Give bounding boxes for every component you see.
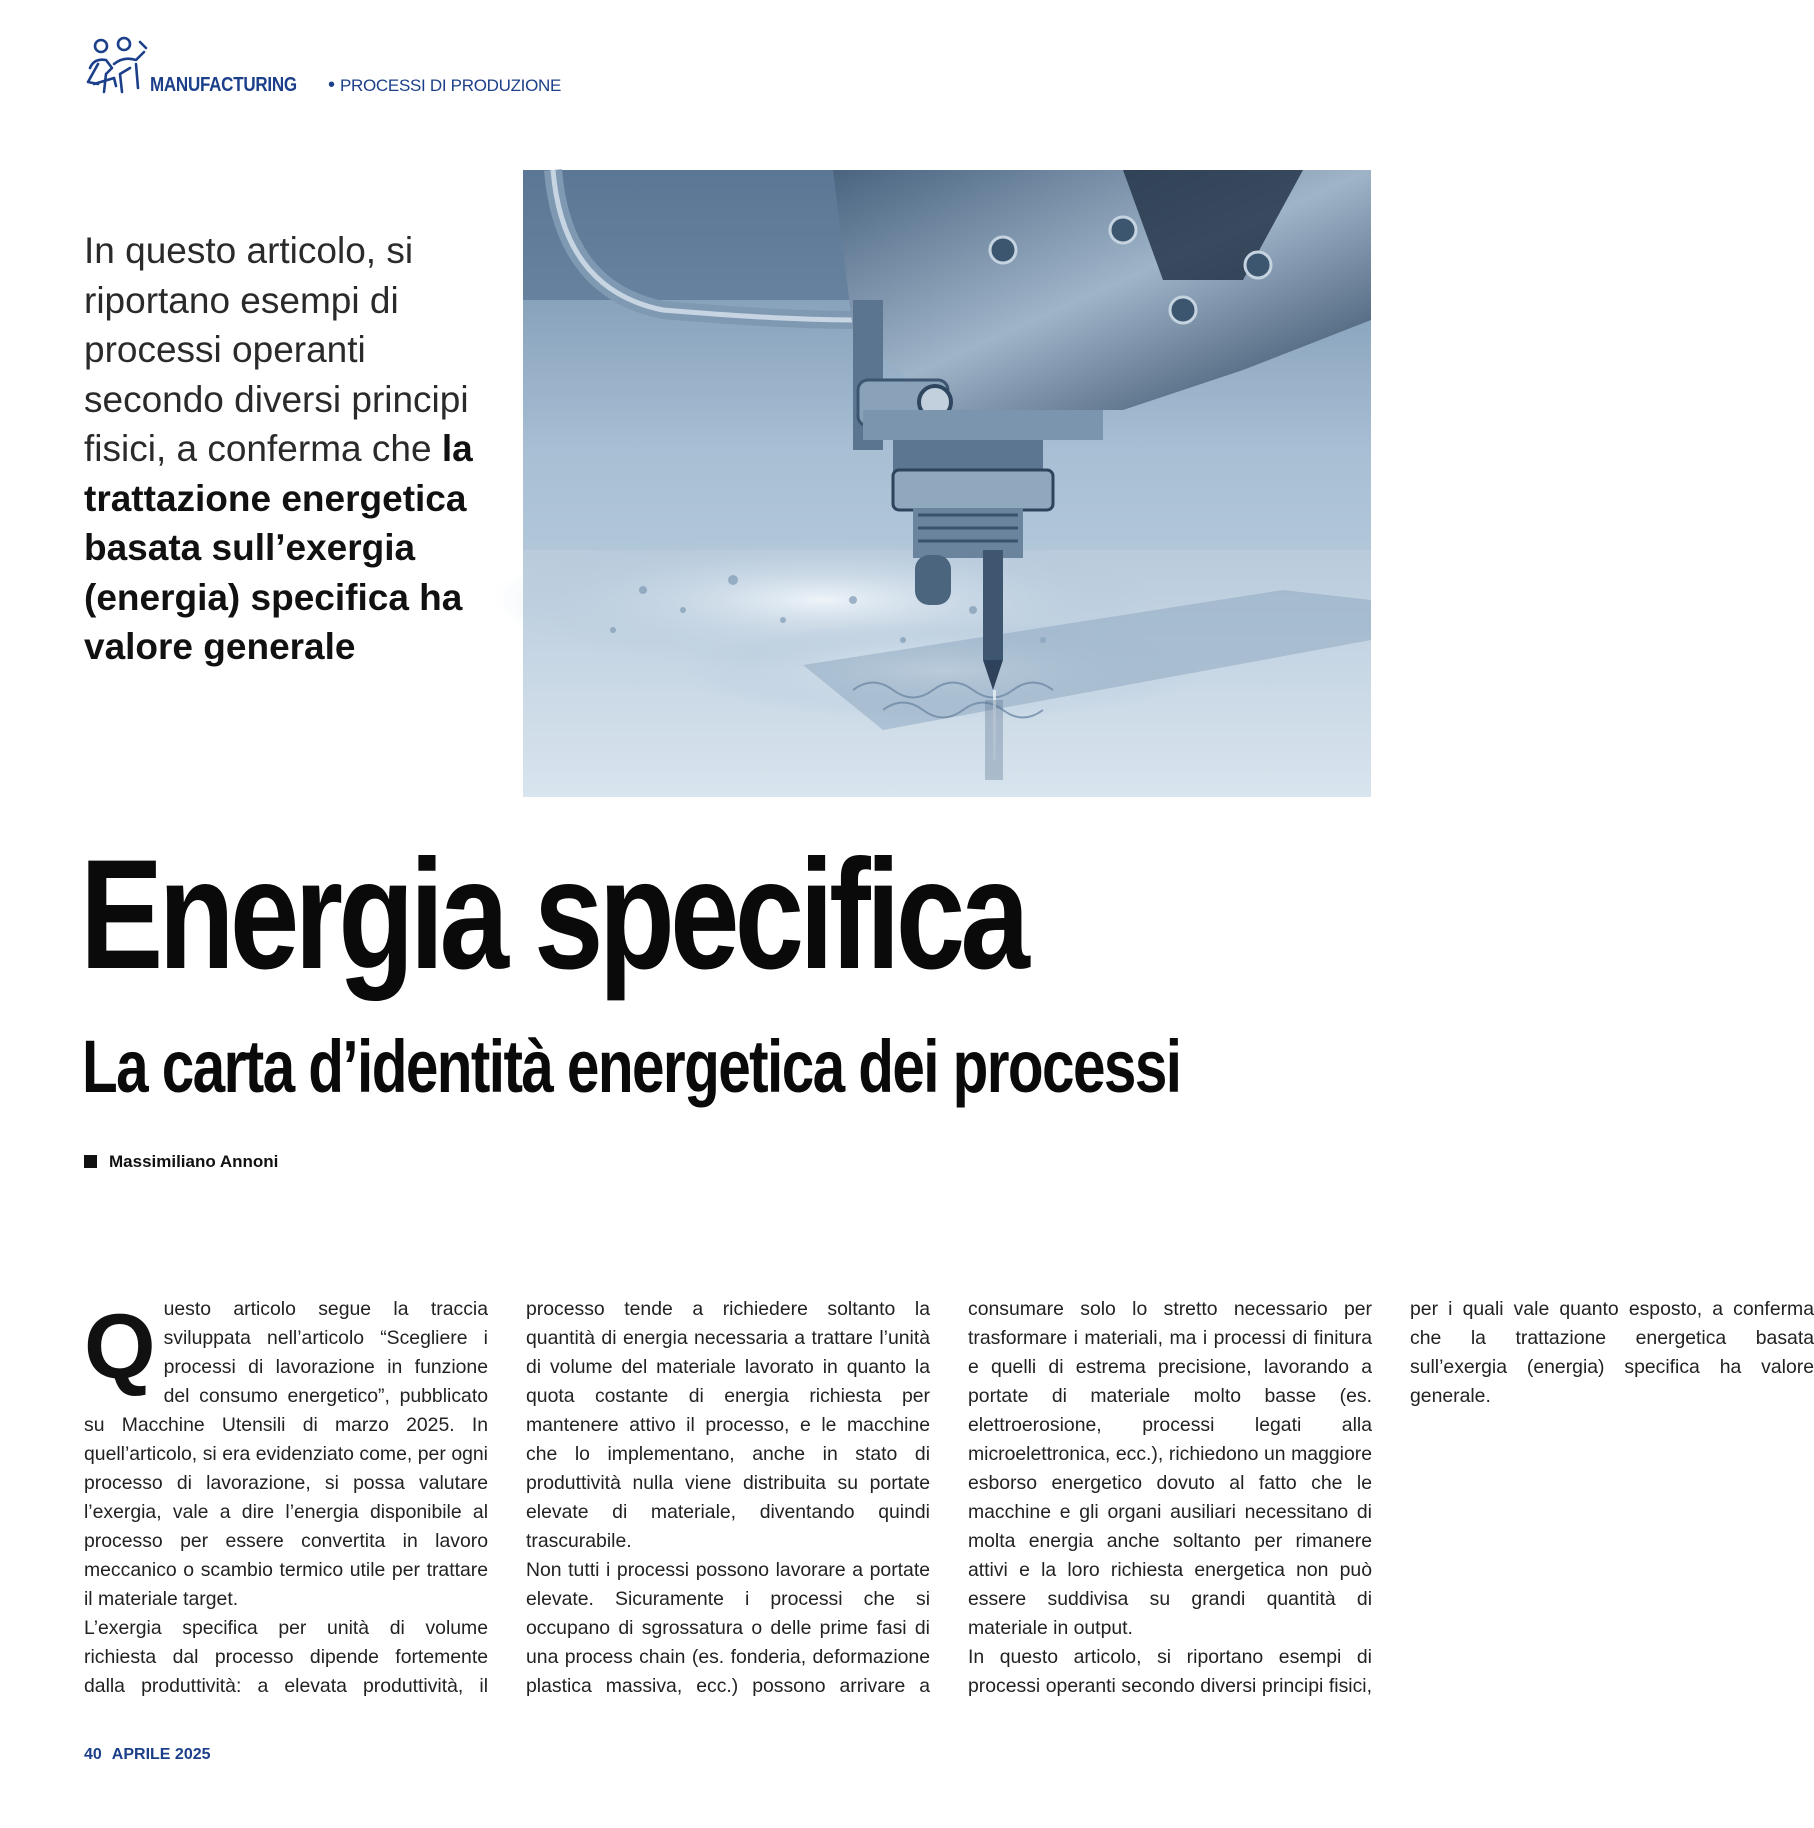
body-paragraph: In questo articolo, si riportano esempi di processi operanti secondo diversi principi fisici, per i quali vale quanto esposto, a conferma che la trattazione energetica basata sull’exergia (energia) specifica ha valore generale. — [968, 1298, 1814, 1697]
lead-light-text: In questo articolo, si riportano esempi di processi operanti secondo diversi principi fisici, a conferma che — [84, 230, 469, 469]
article-title: Energia specifica — [80, 828, 1026, 1002]
article-body — [84, 1295, 1814, 1705]
subsection-name: PROCESSI DI PRODUZIONE — [339, 76, 562, 95]
page-footer — [84, 1746, 211, 1764]
body-paragraph — [84, 1295, 488, 1614]
page-number: 40 — [84, 1746, 102, 1763]
author-byline — [84, 1152, 278, 1172]
section-separator: • — [322, 74, 340, 96]
page-header — [84, 24, 684, 104]
lead-paragraph — [84, 226, 504, 672]
waterjet-cutting-photo — [523, 170, 1371, 797]
workers-logo-icon — [84, 34, 150, 98]
author-name: Massimiliano Annoni — [109, 1152, 279, 1171]
byline-square-icon — [84, 1155, 97, 1168]
paragraph-text: uesto articolo segue la traccia sviluppata nell’articolo “Scegliere i processi di lavorazione in funzione del consumo energetico”, pubblicato su Macchine Utensili di marzo 2025. In quell’articolo, si era evidenziato come, per ogni processo di lavorazione, si possa valutare l’exergia, vale a dire l’energia disponibile al processo per essere convertita in lavoro meccanico o scambio termico utile per trattare il materiale target. — [84, 1298, 488, 1610]
body-paragraph: Non tutti i processi possono lavorare a portate elevate. Sicuramente i processi che si occupano di sgrossatura o delle prime fasi di una process chain (es. fonderia, deformazione plastica massiva, ecc.) possono arrivare a consumare solo lo stretto necessario per trasformare i materiali, ma i processi di finitura e quelli di estrema precisione, lavorando a portate di materiale molto basse (es. elettroerosione, processi legati alla microelettronica, ecc.), richiedono un maggiore esborso energetico dovuto al fatto che le macchine e gli organi ausiliari necessitano di molta energia anche soltanto per rimanere attivi e la loro richiesta energetica non può essere suddivisa su grandi quantità di materiale in output. — [526, 1298, 1372, 1697]
drop-cap: Q — [84, 1296, 156, 1398]
issue-date: APRILE 2025 — [111, 1746, 211, 1763]
section-label — [150, 74, 561, 97]
body-paragraph: L’exergia specifica per unità di volume richiesta dal processo dipende fortemente dalla produttività: a elevata produttività, il processo tende a richiedere soltanto la quantità di energia necessaria a trattare l’unità di volume del materiale lavorato in quanto la quota costante di energia richiesta per mantenere attivo il processo, e le macchine che lo implementano, anche in stato di produttività nulla viene distribuita su portate elevate di materiale, diventando quindi trascurabile. — [84, 1298, 930, 1697]
lead-bold-text: la trattazione energetica basata sull’exergia (energia) specifica ha valore generale — [84, 428, 473, 667]
article-subtitle: La carta d’identità energetica dei processi — [82, 1025, 1181, 1108]
section-name: MANUFACTURING — [150, 74, 297, 96]
